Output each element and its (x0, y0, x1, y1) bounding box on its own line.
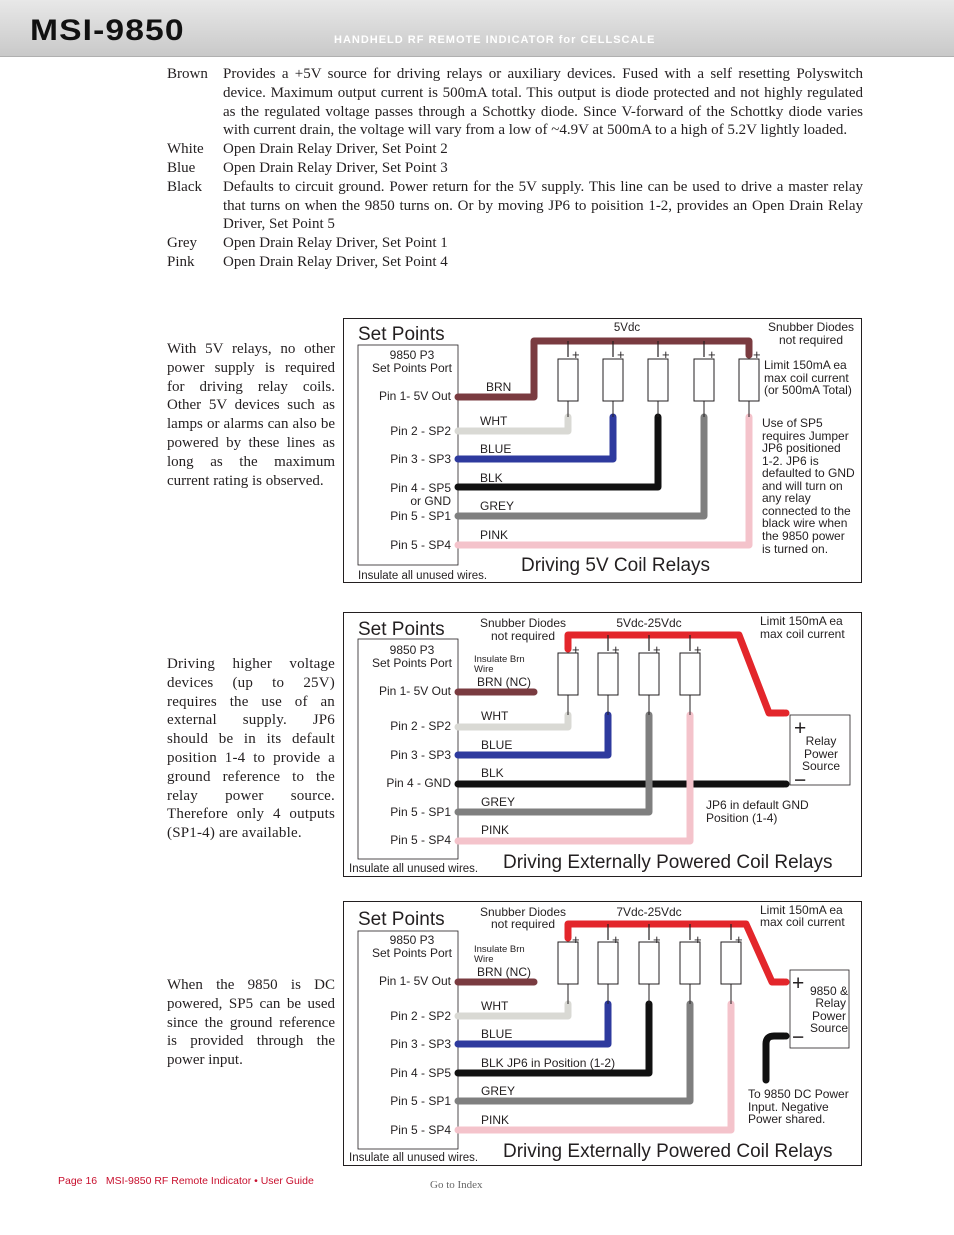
limit-note: Limit 150mA ea (764, 358, 847, 372)
diagram-title: Set Points (358, 909, 445, 930)
pin-label: Pin 1- 5V Out (378, 389, 451, 403)
relay-coils (558, 942, 741, 984)
pin-label: Pin 2 - SP2 (390, 1009, 451, 1023)
wire-description-list (167, 65, 863, 272)
source-label: Relay (805, 734, 837, 748)
wire-description: Provides a +5V source for driving relays or auxiliary devices. Fused with a self resetting Polyswitch device. Maximum output current is 500mA total. This output is diode protected and not highly regulated as the regulated voltage passes through a Schottky diode. Since V-forward of the Schottky diode varies with current drain, the voltage will vary from a low of ~4.9V at 500mA to a high of 5.2V lightly loaded. (223, 66, 863, 139)
wire-label: BLK (481, 766, 504, 780)
wire-row-blue (167, 159, 863, 178)
wire-row-pink (167, 253, 863, 272)
diagram-title: Set Points (358, 324, 445, 345)
snubber-note: not required (490, 629, 556, 643)
source-label: 9850 & (809, 984, 848, 998)
sp5-note: JP6 positioned (762, 441, 841, 455)
pin-label: Pin 2 - SP2 (390, 424, 451, 438)
svg-text:+: + (617, 347, 625, 362)
pin-label: Pin 2 - SP2 (390, 719, 451, 733)
svg-text:+: + (694, 932, 702, 947)
source-label: Power (811, 1009, 846, 1023)
insulate-note: Insulate all unused wires. (349, 863, 479, 875)
pin-label: Pin 5 - SP1 (390, 805, 451, 819)
wire-label: BLK JP6 in Position (1-2) (481, 1056, 616, 1070)
svg-text:+: + (612, 932, 620, 947)
pin-label: Pin 4 - GND (386, 776, 451, 790)
wire-color-label: Grey (167, 235, 197, 252)
dc-note: Power shared. (748, 1112, 826, 1126)
side-text-external: Driving higher voltage devices (up to 25V) requires the use of an external supply. JP6 should be in its default position 1-4 to provide a ground reference to the relay power source. Therefore only 4 outputs (SP1-4) are available. (167, 656, 335, 842)
pin-label: Pin 1- 5V Out (378, 974, 451, 988)
wire-white (458, 1004, 568, 1016)
insulate-brn-note: Wire (474, 954, 494, 965)
minus-icon: − (794, 769, 807, 792)
wire-color-label: Pink (167, 253, 195, 270)
page-header (0, 0, 954, 57)
svg-text:+: + (708, 347, 716, 362)
minus-icon: − (792, 1026, 805, 1049)
svg-text:+: + (653, 642, 661, 657)
sp5-note: is turned on. (762, 542, 829, 556)
source-label: Source (801, 759, 841, 773)
wire-label: WHT (481, 709, 509, 723)
wire-label: BRN (NC) (477, 675, 531, 689)
snubber-note: Snubber Diodes (479, 616, 567, 630)
sp5-note: and will turn on (762, 479, 843, 493)
limit-note: (or 500mA Total) (764, 383, 852, 397)
pin-label: Pin 1- 5V Out (378, 684, 451, 698)
sp5-note: the 9850 power (762, 529, 845, 543)
limit-note: Limit 150mA ea (760, 903, 843, 917)
port-label: 9850 P3 (389, 643, 435, 657)
wire-color-label: Brown (167, 66, 208, 82)
snubber-note: not required (490, 917, 556, 931)
svg-text:+: + (612, 642, 620, 657)
port-label: 9850 P3 (389, 348, 435, 362)
source-label: Source (809, 1021, 848, 1035)
insulate-note: Insulate all unused wires. (358, 570, 488, 582)
limit-note: max coil current (760, 627, 845, 641)
wire-label: PINK (481, 1113, 510, 1127)
relay-coils (558, 359, 759, 401)
port-label: Set Points Port (371, 361, 453, 375)
pin-label: or GND (410, 494, 451, 508)
sp5-note: defaulted to GND (762, 466, 855, 480)
diagram-5v-coil-relays (343, 318, 862, 583)
pin-label: Pin 4 - SP5 (390, 1066, 451, 1080)
source-label: Relay (815, 996, 846, 1010)
source-label: Power (803, 747, 839, 761)
pin-label: Pin 5 - SP4 (390, 538, 451, 552)
pin-label: Pin 3 - SP3 (390, 1037, 451, 1051)
snubber-note: not required (778, 333, 844, 347)
dc-note: Input. Negative (748, 1100, 829, 1114)
wire-row-black (167, 178, 863, 234)
supply-voltage: 5Vdc (613, 322, 641, 334)
sp5-note: any relay (762, 491, 811, 505)
wire-description: Open Drain Relay Driver, Set Point 2 (223, 141, 448, 158)
wire-label: BLK (480, 471, 503, 485)
port-label: Set Points Port (371, 656, 453, 670)
insulate-brn-note: Insulate Brn (474, 654, 525, 665)
page-footer (58, 1175, 314, 1187)
wire-description: Open Drain Relay Driver, Set Point 4 (223, 253, 448, 270)
wire-description: Open Drain Relay Driver, Set Point 1 (223, 235, 448, 252)
jp6-note: Position (1-4) (706, 811, 778, 825)
wire-row-grey (167, 234, 863, 253)
wire-white (458, 417, 568, 431)
wire-label: GREY (480, 499, 515, 513)
wire-label: BRN (486, 380, 512, 394)
snubber-note: Snubber Diodes (767, 320, 855, 334)
wire-description: Defaults to circuit ground. Power return for the 5V supply. This line can be used to drive a master relay that turns on when the 9850 turns on. Or by moving JP6 to poisition 1-2, provides an Open Drain Relay Driver, Set Point 5 (223, 178, 863, 233)
jp6-note: JP6 in default GND (706, 798, 809, 812)
sp5-note: 1-2. JP6 is (762, 454, 819, 468)
wire-label: GREY (481, 795, 516, 809)
wire-label: PINK (481, 823, 510, 837)
wire-label: WHT (481, 999, 509, 1013)
sp5-note: connected to the (762, 504, 851, 518)
diagram-external-coil-relays (343, 612, 862, 877)
diagram-dc-powered-coil-relays (343, 901, 862, 1166)
snubber-note: Snubber Diodes (479, 905, 567, 919)
pin-label: Pin 3 - SP3 (390, 748, 451, 762)
side-text-dc-powered: When the 9850 is DC powered, SP5 can be used since the ground reference is provided through the power input. (167, 977, 335, 1069)
product-logo: MSI-9850 (30, 14, 185, 47)
wire-label: WHT (480, 414, 508, 428)
svg-text:+: + (572, 642, 580, 657)
svg-text:+: + (662, 347, 670, 362)
page-number: Page 16 (58, 1175, 98, 1187)
limit-note: max coil current (764, 371, 849, 385)
svg-text:+: + (753, 347, 761, 362)
wire-description: Open Drain Relay Driver, Set Point 3 (223, 159, 448, 176)
sp5-note: Use of SP5 (762, 416, 823, 430)
header-tagline: HANDHELD RF REMOTE INDICATOR for CELLSCALE (334, 34, 656, 46)
wire-label: PINK (480, 528, 509, 542)
diagram-caption: Driving 5V Coil Relays (521, 555, 711, 576)
svg-text:+: + (653, 932, 661, 947)
wire-label: BLUE (481, 1027, 513, 1041)
pin-label: Pin 5 - SP1 (390, 1094, 451, 1108)
pin-label: Pin 3 - SP3 (390, 452, 451, 466)
svg-text:+: + (694, 642, 702, 657)
sp5-note: black wire when (762, 516, 848, 530)
limit-note: max coil current (760, 915, 845, 929)
side-text-5v: With 5V relays, no other power supply is required for driving relay coils. Other 5V devices such as lamps or alarms can also be powered by these lines as long as the maximum current rating is observed. (167, 341, 335, 489)
svg-text:+: + (572, 932, 580, 947)
pin-label: Pin 5 - SP1 (390, 509, 451, 523)
wire-label: GREY (481, 1084, 516, 1098)
port-label: 9850 P3 (389, 933, 435, 947)
dc-note: To 9850 DC Power (748, 1087, 849, 1101)
wire-dc-negative (766, 1036, 784, 1080)
go-to-index-link[interactable]: Go to Index (430, 1179, 483, 1191)
wire-label: BLUE (480, 442, 512, 456)
supply-voltage: 5Vdc-25Vdc (616, 616, 682, 630)
insulate-brn-note: Insulate Brn (474, 944, 525, 955)
relay-coils (558, 653, 700, 695)
wire-color-label: White (167, 141, 204, 158)
wire-color-label: Blue (167, 159, 196, 176)
port-label: Set Points Port (371, 946, 453, 960)
plus-icon: + (792, 972, 805, 995)
wire-white (458, 715, 568, 727)
insulate-note: Insulate all unused wires. (349, 1152, 479, 1164)
svg-text:+: + (572, 347, 580, 362)
wire-label: BRN (NC) (477, 965, 531, 979)
guide-title: MSI-9850 RF Remote Indicator • User Guide (105, 1175, 314, 1187)
supply-voltage: 7Vdc-25Vdc (616, 905, 682, 919)
svg-text:+: + (735, 932, 743, 947)
pin-label: Pin 5 - SP4 (390, 1123, 451, 1137)
wire-row-brown (167, 65, 863, 140)
insulate-brn-note: Wire (474, 664, 494, 675)
diagram-title: Set Points (358, 619, 445, 640)
limit-note: Limit 150mA ea (760, 614, 843, 628)
pin-label: Pin 4 - SP5 (390, 481, 451, 495)
diagram-caption: Driving Externally Powered Coil Relays (503, 1141, 833, 1162)
pin-label: Pin 5 - SP4 (390, 833, 451, 847)
wire-row-white (167, 140, 863, 159)
wire-label: BLUE (481, 738, 513, 752)
sp5-note: requires Jumper (762, 429, 849, 443)
plus-icon: + (794, 717, 807, 740)
wire-color-label: Black (167, 178, 202, 195)
diagram-caption: Driving Externally Powered Coil Relays (503, 852, 833, 873)
